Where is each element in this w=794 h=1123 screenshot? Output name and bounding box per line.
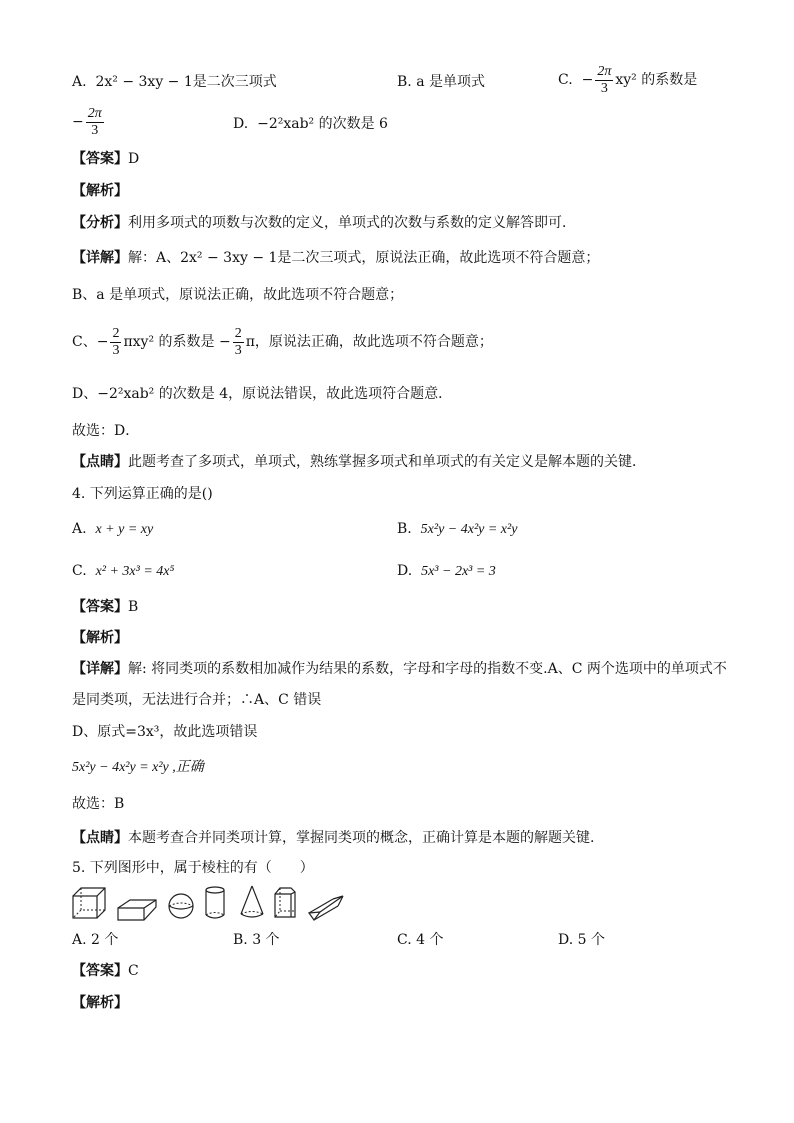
triangular-prism-icon xyxy=(308,893,344,921)
q5-analysis-heading: 【解析】 xyxy=(72,995,128,1011)
prism-icon xyxy=(274,886,296,918)
q3-option-a-text: 2x² − 3xy − 1是二次三项式 xyxy=(95,74,277,90)
q5-answer: 【答案】C xyxy=(72,963,139,979)
q3-option-c-answer: − $\frac{2\pi}{3}$ xyxy=(72,105,102,138)
q5-option-c: C. 4 个 xyxy=(397,932,444,948)
q3-fenxi: 【分析】利用多项式的项数与次数的定义，单项式的次数与系数的定义解答即可． xyxy=(72,215,576,231)
q4-analysis-heading: 【解析】 xyxy=(72,630,128,646)
q3-option-d-text: −2²xab² 的次数是 6 xyxy=(257,116,388,132)
q4-choose: 故选：B xyxy=(72,796,125,812)
q3-option-c: C. − $\frac{2\pi}{3}$ xy² 的系数是 xyxy=(558,63,698,96)
q4-option-c: C. x² + 3x³ = 4x⁵ xyxy=(72,563,175,579)
sphere-icon xyxy=(168,893,194,919)
q4-stem: 4. 下列运算正确的是() xyxy=(72,486,213,502)
cube-icon xyxy=(72,887,106,919)
q3-option-c-fraction: $\frac{2\pi}{3}$ xyxy=(597,63,612,96)
q3-answer: 【答案】D xyxy=(72,151,140,167)
q3-option-a: A. 2x² − 3xy − 1是二次三项式 xyxy=(72,74,277,90)
q3-option-c-answer-fraction: $\frac{2\pi}{3}$ xyxy=(87,105,102,138)
q4-detail-2: 是同类项，无法进行合并；∴A、C 错误 xyxy=(72,692,322,708)
q3-option-b: B. a 是单项式 xyxy=(397,74,485,90)
q3-dianjing: 【点睛】此题考查了多项式，单项式，熟练掌握多项式和单项式的有关定义是解本题的关键． xyxy=(72,454,646,470)
q4-option-d: D. 5x³ − 2x³ = 3 xyxy=(397,563,496,579)
cone-icon xyxy=(240,885,264,919)
flat-box-icon xyxy=(117,899,157,921)
q5-stem: 5. 下列图形中，属于棱柱的有（ ） xyxy=(72,860,314,876)
q3-detail-a: 【详解】解：A、2x² − 3xy − 1是二次三项式，原说法正确，故此选项不符合题意； xyxy=(72,250,600,266)
q4-detail-1: 【详解】解: 将同类项的系数相加减作为结果的系数，字母和字母的指数不变.A、C 两个选项中的单项式不 xyxy=(72,661,727,677)
q5-option-b: B. 3 个 xyxy=(233,932,280,948)
q3-detail-d: D、−2²xab² 的次数是 4，原说法错误，故此选项符合题意． xyxy=(72,386,453,402)
q3-choose: 故选：D． xyxy=(72,423,140,439)
q3-detail-c: C、− $\frac{2}{3}$ πxy² 的系数是 − $\frac{2}{3}$ π，原说法正确，故此选项不符合题意； xyxy=(72,325,493,358)
q4-detail-4: 5x²y − 4x²y = x²y ,正确 xyxy=(72,760,204,775)
q4-dianjing: 【点睛】本题考查合并同类项计算，掌握同类项的概念，正确计算是本题的解题关键. xyxy=(72,830,595,846)
q3-analysis-heading: 【解析】 xyxy=(72,183,128,199)
cylinder-icon xyxy=(205,886,225,920)
q4-answer: 【答案】B xyxy=(72,599,139,615)
q3-option-d: D. −2²xab² 的次数是 6 xyxy=(233,116,388,132)
q5-option-d: D. 5 个 xyxy=(558,932,605,948)
q4-option-b: B. 5x²y − 4x²y = x²y xyxy=(397,521,518,537)
q4-detail-3: D、原式=3x³，故此选项错误 xyxy=(72,724,258,740)
q3-detail-b: B、a 是单项式，原说法正确，故此选项不符合题意； xyxy=(72,287,404,303)
q3-option-b-text: a 是单项式 xyxy=(416,74,485,90)
q4-option-a: A. x + y = xy xyxy=(72,521,154,537)
q5-option-a: A. 2 个 xyxy=(72,932,119,948)
